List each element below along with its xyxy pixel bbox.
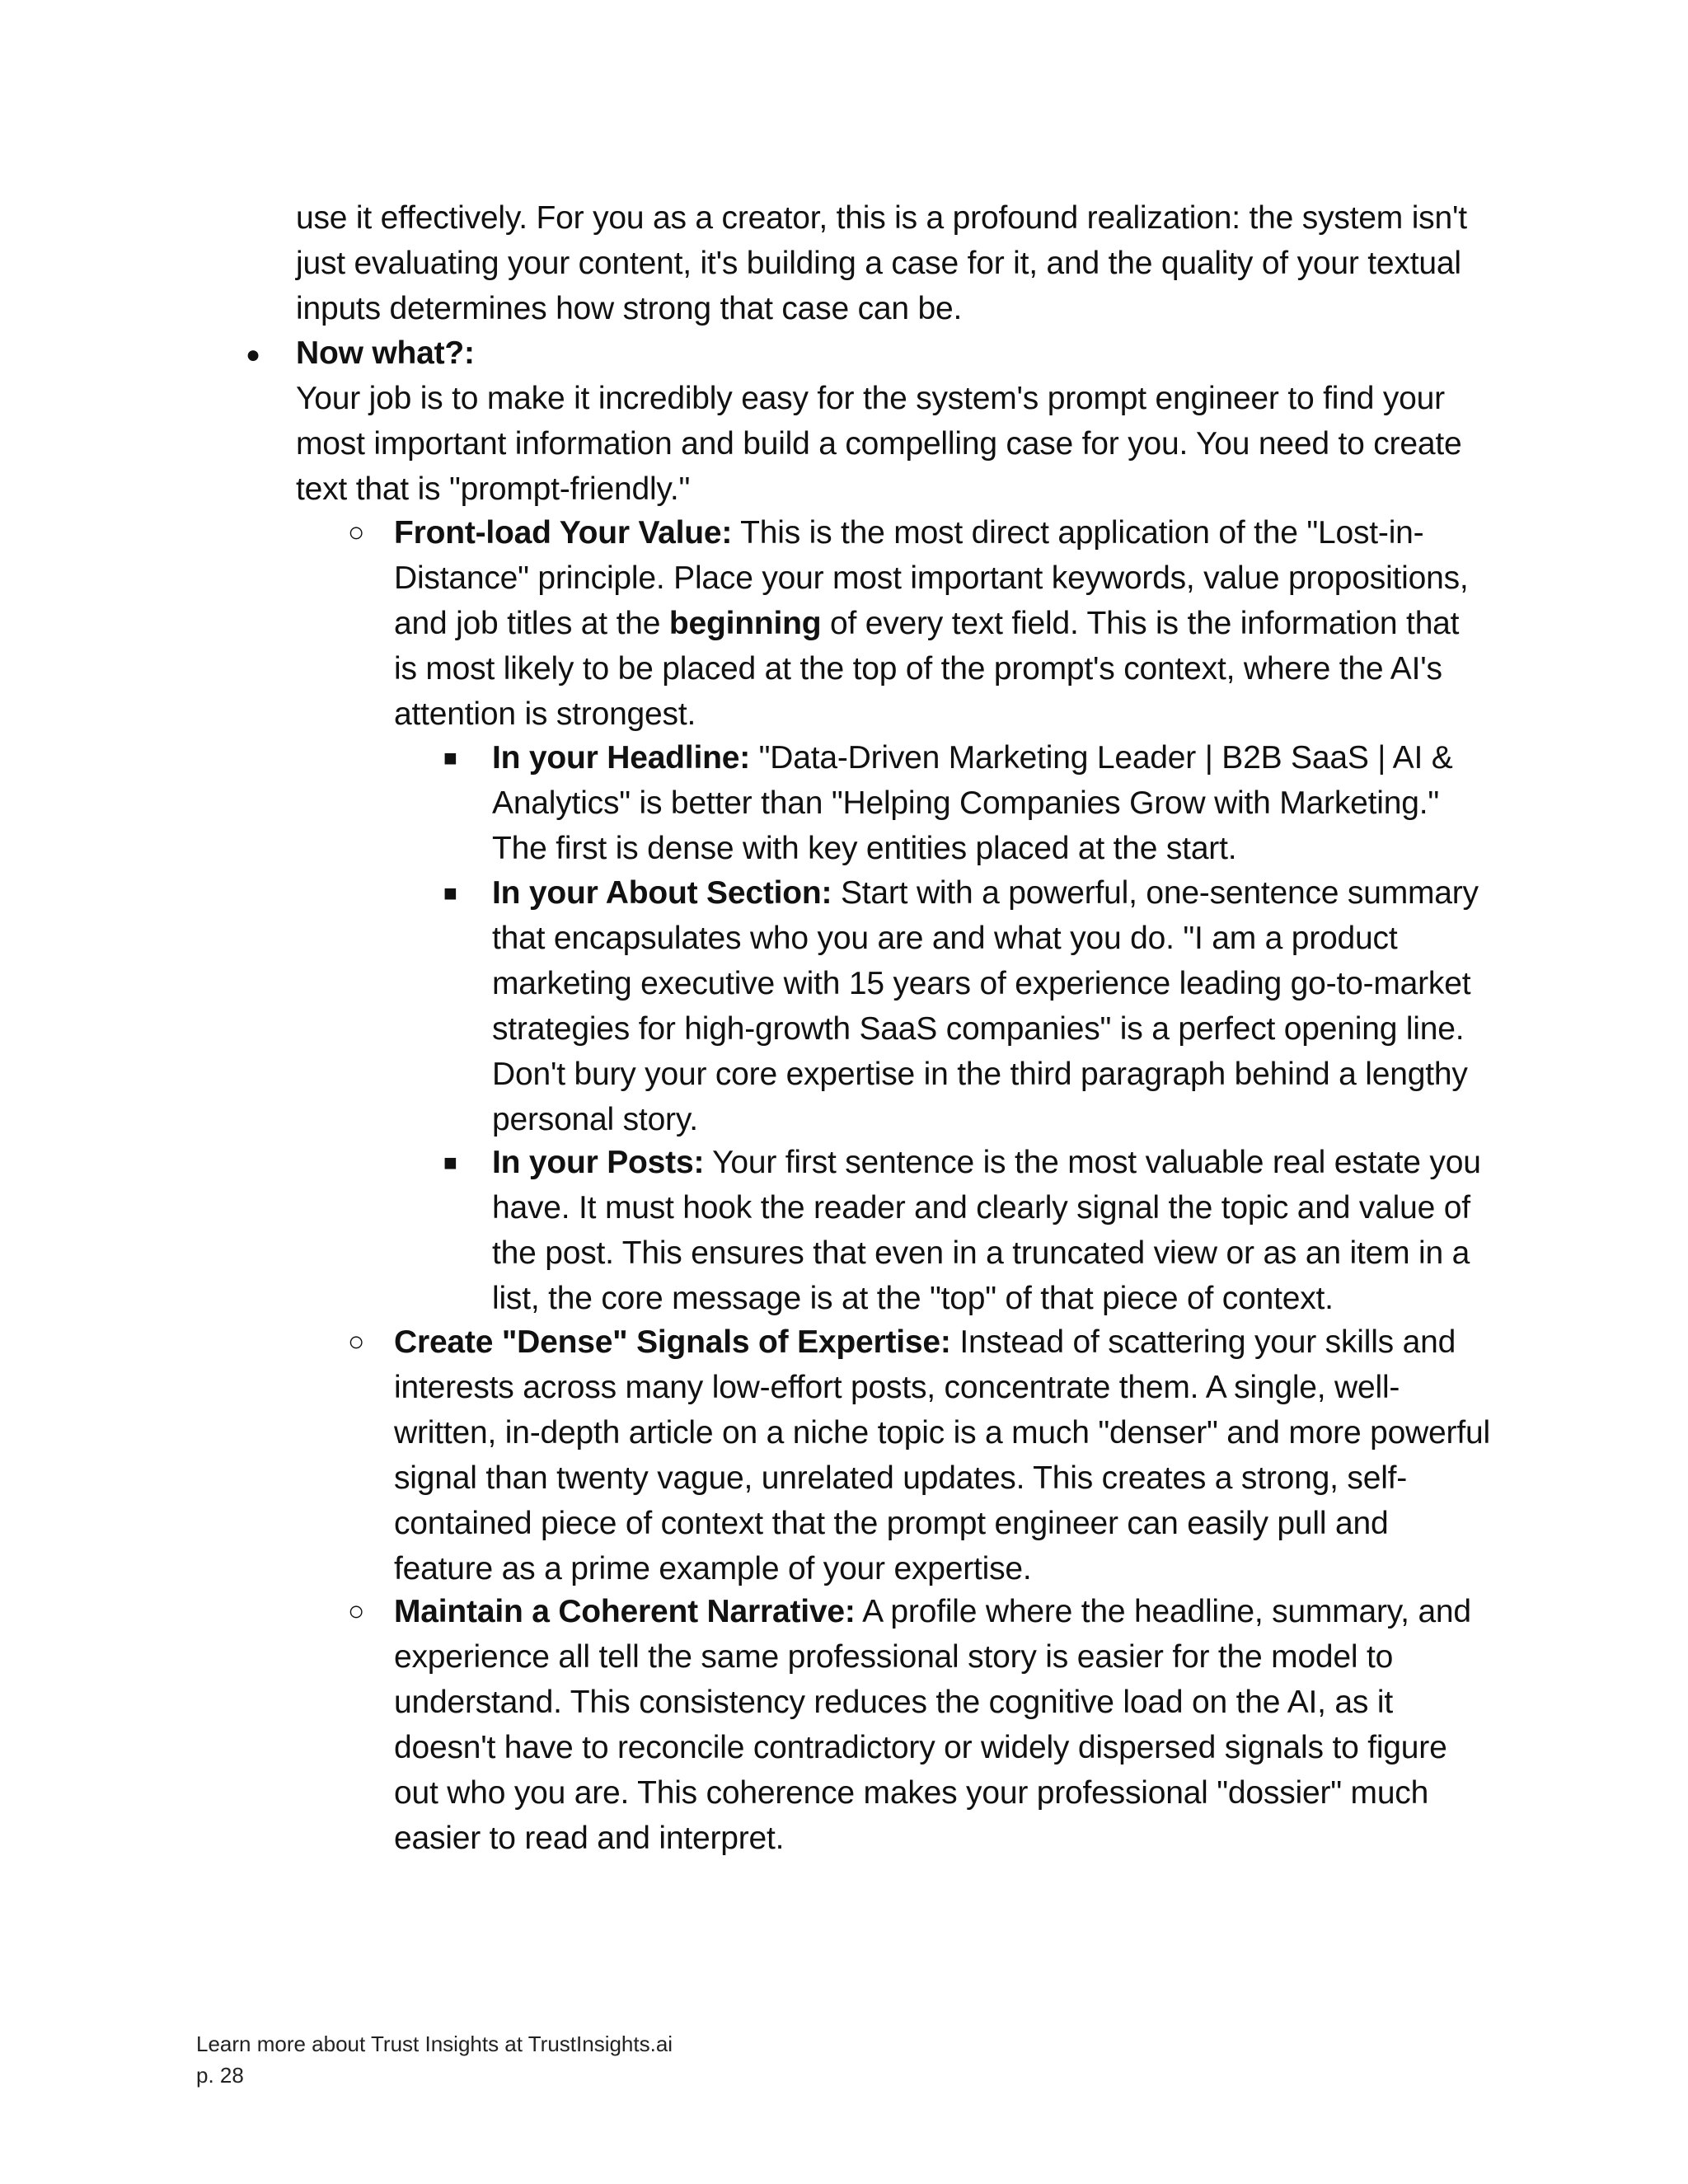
now-what-body: Your job is to make it incredibly easy for the system's prompt engineer to find your most important information and build a compelling case for you. You need to create text that is "prompt-friendly.": [296, 381, 1462, 507]
item-title: Maintain a Coherent Narrative:: [394, 1594, 856, 1629]
list-item-front-load: [394, 510, 1490, 737]
item-title: Front-load Your Value:: [394, 515, 733, 551]
item-title: Create "Dense" Signals of Expertise:: [394, 1324, 951, 1360]
bullet-square-icon: ■: [443, 745, 457, 771]
bullet-square-icon: ■: [443, 1150, 457, 1175]
subitem-title: In your Headline:: [492, 740, 750, 776]
subitem-about-section: [492, 870, 1491, 1142]
bullet-disc-icon: ●: [246, 341, 261, 368]
intro-paragraph: use it effectively. For you as a creator, this is a profound realization: the system isn't just evaluating your content, it's building a case for it, and the quality of your textual inputs determines how strong that case can be.: [296, 200, 1467, 326]
emphasis-text: beginning: [668, 606, 822, 641]
bullet-square-icon: ■: [443, 880, 457, 906]
subitem-text: Start with a powerful, one-sentence summary that encapsulates who you are and what you do. "I am a product marketing executive with 15 years of experience leading go-to-market strategies for high-growth SaaS companies" is a perfect opening line. Don't bury your core expertise in the third paragraph behind a lengthy personal story.: [492, 875, 1479, 1137]
subitem-text: "Data-Driven Marketing Leader | B2B SaaS | AI & Analytics" is better than "Helping Companies Grow with Marketing." The first is dense with key entities placed at the start.: [492, 740, 1453, 866]
subitem-title: In your About Section:: [492, 875, 832, 911]
subitem-headline: [492, 735, 1491, 871]
bullet-circle-icon: ○: [348, 517, 365, 548]
page-number: p. 28: [196, 2063, 244, 2088]
list-item-coherent-narrative: [394, 1589, 1490, 1861]
footer-trust-insights: Learn more about Trust Insights at TrustInsights.ai: [196, 2032, 673, 2056]
list-item-dense-signals: [394, 1319, 1490, 1591]
subitem-text: Your first sentence is the most valuable real estate you have. It must hook the reader and clearly signal the topic and value of the post. This ensures that even in a truncated view or as an item in a list, the core message is at the "top" of that piece of context.: [492, 1145, 1481, 1316]
item-text: of every text field. This is the information that is most likely to be placed at the top of the prompt's context, where the AI's attention is strongest.: [394, 606, 1460, 732]
item-text: A profile where the headline, summary, and experience all tell the same professional story is easier for the model to understand. This consistency reduces the cognitive load on the AI, as it doesn't have to reconcile contradictory or widely dispersed signals to figure out who you are. This coherence makes your professional "dossier" much easier to read and interpret.: [394, 1594, 1471, 1856]
now-what-heading: Now what?:: [296, 335, 475, 371]
item-text: This is the most direct application of the "Lost-in-Distance" principle. Place your most important keywords, value propositions, and job titles at the: [394, 515, 1469, 641]
item-text: Instead of scattering your skills and interests across many low-effort posts, concentrate them. A single, well-written, in-depth article on a niche topic is a much "denser" and more powerful signal than twenty vague, unrelated updates. This creates a strong, self-contained piece of context that the prompt engineer can easily pull and feature as a prime example of your expertise.: [394, 1324, 1490, 1586]
subitem-title: In your Posts:: [492, 1145, 705, 1180]
subitem-posts: [492, 1140, 1491, 1321]
bullet-circle-icon: ○: [348, 1326, 365, 1357]
bullet-circle-icon: ○: [348, 1596, 365, 1627]
